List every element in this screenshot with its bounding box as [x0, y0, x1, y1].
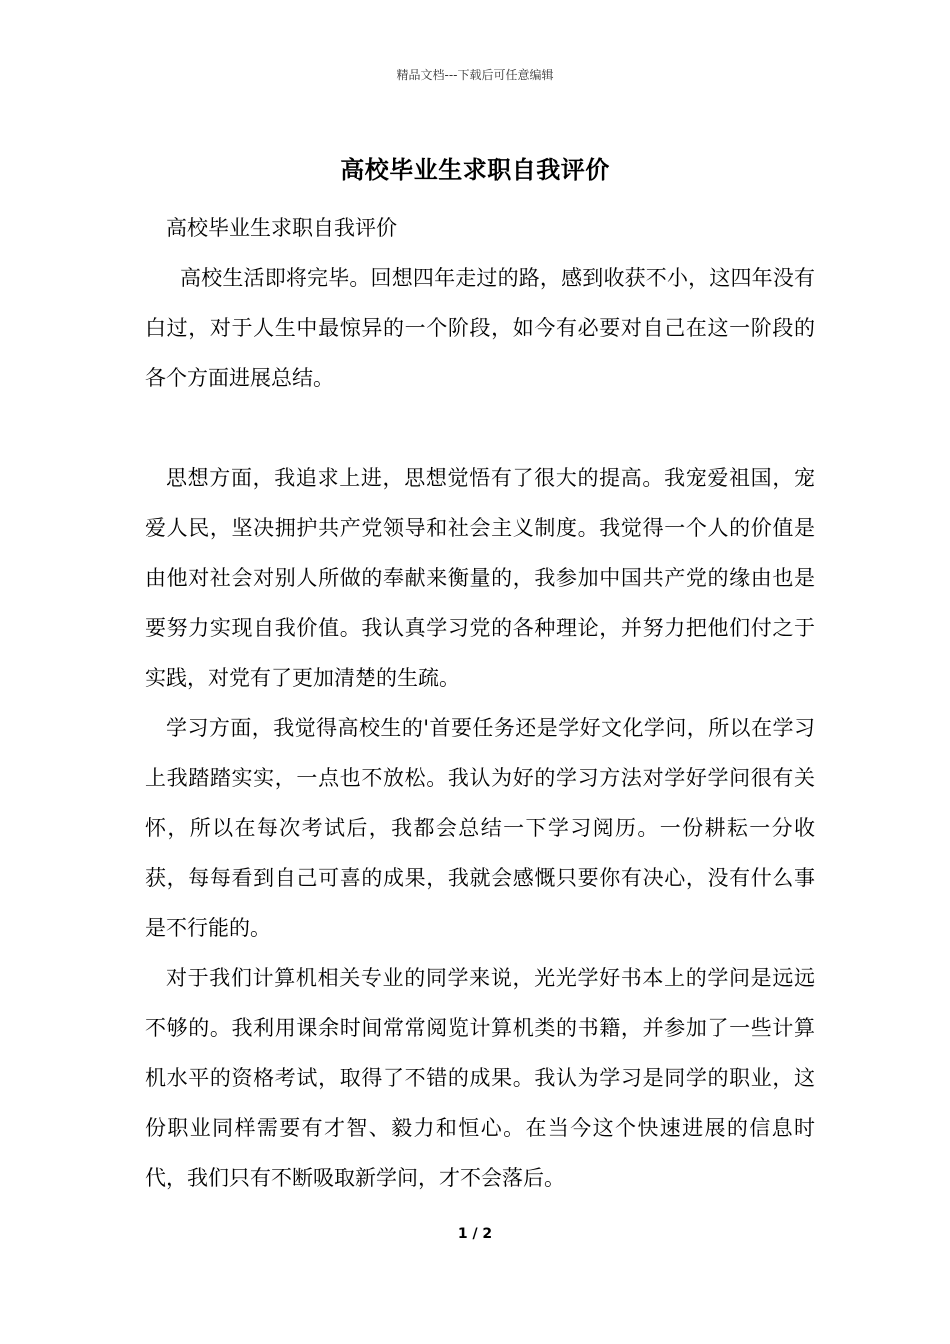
page-header: 精品文档---下载后可任意编辑 — [396, 68, 554, 82]
document-body — [145, 203, 815, 1203]
paragraph-study: 学习方面，我觉得高校生的'首要任务还是学好文化学问，所以在学习上我踏踏实实，一点也不放松。我认为好的学习方法对学好学问很有关怀，所以在每次考试后，我都会总结一下学习阅历。一份耕耘一分收获，每每看到自己可喜的成果，我就会感慨只要你有决心，没有什么事是不行能的。 — [145, 716, 815, 940]
document-subtitle: 高校毕业生求职自我评价 — [166, 216, 397, 240]
paragraph-ideology: 思想方面，我追求上进，思想觉悟有了很大的提高。我宠爱祖国，宠爱人民，坚决拥护共产党领导和社会主义制度。我觉得一个人的价值是由他对社会对别人所做的奉献来衡量的，我参加中国共产党的缘由也是要努力实现自我价值。我认真学习党的各种理论，并努力把他们付之于实践，对党有了更加清楚的生疏。 — [145, 466, 815, 690]
document-title: 高校毕业生求职自我评价 — [340, 155, 610, 184]
paragraph-intro: 高校生活即将完毕。回想四年走过的路，感到收获不小，这四年没有白过，对于人生中最惊异的一个阶段，如今有必要对自己在这一阶段的各个方面进展总结。 — [145, 266, 815, 390]
paragraph-spacer — [145, 403, 815, 453]
paragraph-computer: 对于我们计算机相关专业的同学来说，光光学好书本上的学问是远远不够的。我利用课余时间常常阅览计算机类的书籍，并参加了一些计算机水平的资格考试，取得了不错的成果。我认为学习是同学的职业，这份职业同样需要有才智、毅力和恒心。在当今这个快速进展的信息时代，我们只有不断吸取新学问，才不会落后。 — [145, 966, 815, 1190]
page-number: 1 / 2 — [457, 1226, 493, 1242]
